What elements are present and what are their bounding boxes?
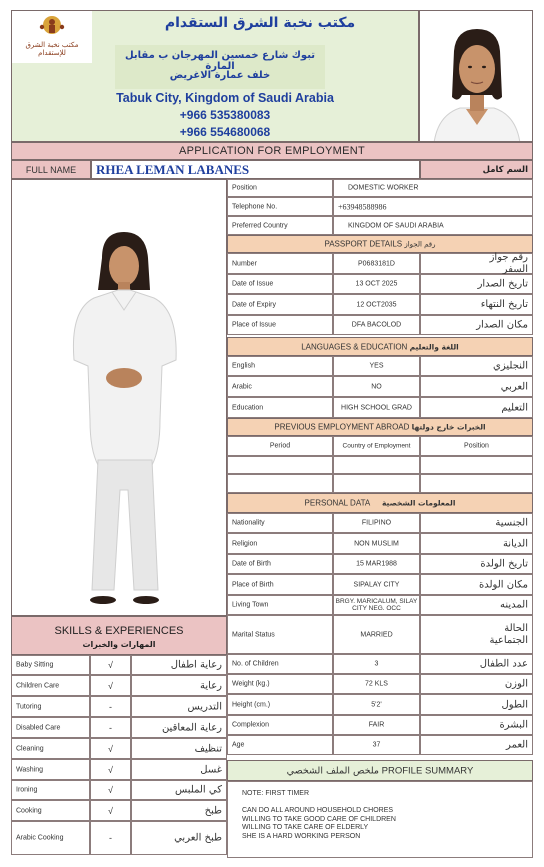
personal-row-label-text: Marital Status <box>232 631 275 638</box>
top-info-value-text: DOMESTIC WORKER <box>348 184 419 192</box>
personal-row-value <box>333 715 420 735</box>
personal-row-value <box>333 694 420 715</box>
skill-label <box>11 821 90 855</box>
personal-row-value-text: 37 <box>372 741 381 749</box>
address-ar-2: خلف عمارة الاغريض <box>169 70 271 81</box>
personal-row-arabic-text: تاريخ الولدة <box>480 558 528 570</box>
personal-row-value <box>333 574 420 595</box>
personal-row-value <box>333 674 420 694</box>
skill-mark <box>90 800 131 821</box>
profile-line: SHE IS A HARD WORKING PERSON <box>242 832 361 840</box>
prev-col-position-label: Position <box>464 442 489 450</box>
personal-row-value <box>333 654 420 674</box>
personal-row-value <box>333 554 420 574</box>
skill-label-text: Washing <box>16 766 43 773</box>
personal-row-arabic-text: العمر <box>506 739 528 751</box>
languages-row-arabic-text: العربي <box>500 381 528 392</box>
skill-arabic <box>131 675 227 696</box>
personal-row-label <box>227 554 333 574</box>
skill-label-text: Cooking <box>16 807 42 814</box>
passport-row-value-text: 12 OCT2035 <box>356 301 397 308</box>
personal-row-label-text: Age <box>232 741 245 749</box>
skill-label <box>11 738 90 759</box>
personal-row-value-text: 5'2' <box>371 701 382 708</box>
personal-row-label <box>227 715 333 735</box>
skill-label-text: Children Care <box>16 682 60 689</box>
prev-employment-header-label-ar: الخبرات خارج دولتها <box>411 422 486 432</box>
personal-row-value-text: SIPALAY CITY <box>353 581 400 588</box>
skill-label-text: Arabic Cooking <box>16 834 64 842</box>
personal-row-value-text: 3 <box>374 660 379 668</box>
personal-row-label <box>227 533 333 554</box>
profile-line: WILLING TO TAKE CARE OF ELDERLY <box>242 824 369 831</box>
personal-row-value-text: 72 KLS <box>365 680 388 688</box>
prev-row-2-position <box>420 474 533 493</box>
personal-header-text <box>228 499 532 508</box>
phone-1: +966 535380083 <box>179 108 271 122</box>
personal-row-arabic <box>420 513 533 533</box>
skill-label <box>11 696 90 717</box>
languages-row-value-text: YES <box>369 362 384 370</box>
form-title-bar <box>11 142 533 160</box>
personal-row-arabic <box>420 674 533 694</box>
passport-header-text <box>228 240 532 249</box>
full-body-photo <box>11 179 227 616</box>
skill-mark <box>90 780 131 800</box>
profile-lines <box>242 807 396 841</box>
portrait-photo <box>419 10 533 142</box>
passport-row-label-text: Number <box>232 260 257 267</box>
personal-row-label <box>227 694 333 715</box>
skill-mark-text: - <box>109 722 112 733</box>
passport-row-arabic-text: مكان الصدار <box>476 319 528 331</box>
prev-employment-header <box>227 418 533 436</box>
profile-summary-header-label-ar: ملخص الملف الشخصي <box>286 765 380 776</box>
languages-row-label <box>227 397 333 418</box>
profile-summary-body <box>227 781 533 858</box>
form-title: APPLICATION FOR EMPLOYMENT <box>178 145 366 157</box>
skill-arabic <box>131 821 227 855</box>
full-name-ar-cell <box>420 160 533 179</box>
personal-row-value-text: NON MUSLIM <box>354 540 399 547</box>
personal-row-value <box>333 533 420 554</box>
skill-mark <box>90 821 131 855</box>
passport-row-value-text: 13 OCT 2025 <box>355 280 398 288</box>
languages-header-label: LANGUAGES & EDUCATION <box>301 342 408 351</box>
skill-mark-text: √ <box>108 743 113 754</box>
prev-col-period-label: Period <box>269 442 291 450</box>
personal-row-label <box>227 615 333 654</box>
skill-label-text: Cleaning <box>16 745 44 752</box>
top-info-label <box>227 197 333 216</box>
passport-row-label <box>227 253 333 274</box>
passport-row-arabic <box>420 274 533 294</box>
personal-row-arabic <box>420 715 533 735</box>
profile-line: WILLING TO TAKE GOOD CARE OF CHILDREN <box>242 815 396 823</box>
personal-row-arabic <box>420 533 533 554</box>
skill-label <box>11 675 90 696</box>
skill-arabic-text: طبخ العربي <box>174 832 222 844</box>
skill-arabic <box>131 738 227 759</box>
skills-header-label-ar: المهارات والخبرات <box>82 640 156 649</box>
prev-employment-header-text <box>228 423 532 432</box>
languages-header-label-ar: اللغة والتعليم <box>409 342 459 351</box>
passport-row-arabic-text: تاريخ الصدار <box>477 278 528 290</box>
personal-row-value-text: FILIPINO <box>361 519 392 527</box>
skill-label-text: Baby Sitting <box>16 661 54 669</box>
skill-label <box>11 800 90 821</box>
personal-row-value-text: FAIR <box>368 721 385 729</box>
skill-label-text: Ironing <box>16 786 38 794</box>
personal-row-label-text: Complexion <box>232 721 269 729</box>
personal-row-value-text: MARRIED <box>360 631 393 638</box>
skill-label <box>11 759 90 780</box>
full-name-value: RHEA LEMAN LABANES <box>96 161 250 177</box>
skill-arabic-text: غسل <box>200 764 222 775</box>
personal-header-label: PERSONAL DATA <box>304 498 370 508</box>
passport-row-label <box>227 315 333 335</box>
personal-row-arabic-text: المدينه <box>499 599 528 611</box>
prev-row-2-country <box>333 474 420 493</box>
skill-label <box>11 717 90 738</box>
personal-row-label-text: Place of Birth <box>232 581 274 588</box>
personal-row-label <box>227 574 333 595</box>
personal-row-arabic <box>420 554 533 574</box>
languages-header <box>227 337 533 356</box>
personal-row-value <box>333 513 420 533</box>
agency-logo <box>12 11 92 63</box>
skill-mark <box>90 759 131 780</box>
top-info-label <box>227 179 333 197</box>
skill-arabic-text: رعاية <box>200 680 222 691</box>
languages-row-value <box>333 376 420 397</box>
passport-row-label-text: Date of Expiry <box>232 301 276 308</box>
skill-arabic-text: التدريس <box>187 701 222 712</box>
personal-row-label-text: Weight (kg.) <box>232 680 270 688</box>
languages-row-value <box>333 356 420 376</box>
languages-row-label-text: Arabic <box>232 383 252 390</box>
skill-arabic <box>131 800 227 821</box>
personal-row-arabic-text: الجنسية <box>495 517 528 529</box>
personal-row-arabic <box>420 694 533 715</box>
personal-row-label-text: Date of Birth <box>232 560 271 568</box>
languages-row-label <box>227 356 333 376</box>
skill-mark-text: √ <box>108 805 113 816</box>
skill-arabic-text: كي الملبس <box>175 784 222 796</box>
skill-mark <box>90 655 131 675</box>
address-ar-1: تبوك شارع خمسين المهرجان ب مقابل المارة <box>124 50 316 72</box>
personal-row-arabic-text: الطول <box>501 699 528 710</box>
personal-row-arabic <box>420 735 533 755</box>
skill-mark-text: √ <box>108 660 113 670</box>
top-info-value <box>333 197 533 216</box>
personal-row-arabic <box>420 574 533 595</box>
top-info-label <box>227 216 333 235</box>
languages-row-value-text: HIGH SCHOOL GRAD <box>341 404 412 411</box>
full-name-value-cell <box>91 160 420 179</box>
prev-col-position <box>420 436 533 456</box>
full-name-label-cell <box>11 160 91 179</box>
skill-arabic-text: طبخ <box>204 805 222 816</box>
personal-row-label <box>227 674 333 694</box>
passport-row-value-text: P0683181D <box>358 260 395 267</box>
personal-header-label-ar: المعلومات الشخصية <box>381 498 456 508</box>
personal-row-value-text: BRGY. MARICALUM, SILAY CITY NEG. OCC <box>335 598 418 612</box>
top-info-value-text: +63948588986 <box>338 202 387 211</box>
languages-row-value-text: NO <box>371 383 382 390</box>
passport-row-label-text: Place of Issue <box>232 321 276 329</box>
personal-row-label-text: Religion <box>232 540 258 547</box>
skill-label-text: Tutoring <box>16 703 42 710</box>
passport-row-value <box>333 294 420 315</box>
profile-summary-header-text <box>228 765 532 776</box>
full-name-label-ar: السم كامل <box>482 164 528 175</box>
skill-arabic-text: رعاية اطفال <box>170 659 222 671</box>
passport-header-label: PASSPORT DETAILS <box>324 239 403 249</box>
prev-row-1-position <box>420 456 533 474</box>
personal-row-value <box>333 595 420 615</box>
prev-col-period <box>227 436 333 456</box>
personal-row-value-text: 15 MAR1988 <box>356 560 397 568</box>
prev-row-2-period <box>227 474 333 493</box>
full-name-label: FULL NAME <box>25 164 77 175</box>
languages-row-label-text: English <box>232 362 255 370</box>
skill-mark <box>90 717 131 738</box>
logo-text: مكتب نخبة الشرق للإستقدام <box>25 41 79 57</box>
skill-arabic <box>131 696 227 717</box>
phone-2: +966 554680068 <box>179 125 271 139</box>
skill-mark <box>90 738 131 759</box>
profile-note: NOTE: FIRST TIMER <box>242 790 310 797</box>
passport-header <box>227 235 533 253</box>
languages-row-arabic-text: النجليزي <box>493 360 528 372</box>
prev-employment-header-label: PREVIOUS EMPLOYMENT ABROAD <box>274 422 410 432</box>
languages-row-arabic <box>420 376 533 397</box>
skill-arabic <box>131 717 227 738</box>
languages-row-arabic <box>420 397 533 418</box>
languages-row-arabic-text: التعليم <box>501 402 528 413</box>
personal-row-label-text: Height (cm.) <box>232 701 271 708</box>
passport-row-arabic-text: تاريخ النتهاء <box>480 298 528 310</box>
skill-mark-text: - <box>109 701 112 712</box>
skills-header-label: SKILLS & EXPERIENCES <box>54 625 184 637</box>
skill-arabic-text: تنظيف <box>194 743 222 754</box>
skill-label <box>11 655 90 675</box>
top-info-value <box>333 216 533 235</box>
passport-row-label-text: Date of Issue <box>232 280 274 288</box>
profile-summary-header <box>227 760 533 781</box>
personal-row-value <box>333 615 420 654</box>
top-info-value <box>333 179 533 197</box>
personal-row-arabic-text: مكان الولدة <box>479 579 528 590</box>
personal-row-arabic <box>420 595 533 615</box>
skill-label-text: Disabled Care <box>16 724 61 731</box>
passport-row-value <box>333 253 420 274</box>
languages-row-value <box>333 397 420 418</box>
skill-mark-text: √ <box>108 764 113 775</box>
skill-mark-text: √ <box>108 785 113 795</box>
profile-summary-header-label: PROFILE SUMMARY <box>381 765 474 776</box>
skill-arabic <box>131 655 227 675</box>
personal-header <box>227 493 533 513</box>
prev-row-1-period <box>227 456 333 474</box>
languages-header-text <box>228 342 532 351</box>
languages-row-arabic <box>420 356 533 376</box>
personal-row-arabic-text: الديانة <box>502 538 528 549</box>
passport-row-arabic-text: رقم جواز السفر <box>489 251 528 275</box>
prev-col-country <box>333 436 420 456</box>
personal-row-arabic <box>420 615 533 654</box>
personal-row-label-text: No. of Children <box>232 660 279 668</box>
personal-row-label-text: Nationality <box>232 519 265 527</box>
passport-row-value <box>333 315 420 335</box>
passport-row-value <box>333 274 420 294</box>
skill-label <box>11 780 90 800</box>
languages-row-label-text: Education <box>232 404 264 411</box>
prev-col-country-label: Country of Employment <box>342 442 411 450</box>
prev-row-1-country <box>333 456 420 474</box>
personal-row-arabic-text: البشرة <box>499 719 528 731</box>
personal-row-label-text: Living Town <box>232 601 269 609</box>
personal-row-value <box>333 735 420 755</box>
top-info-value-text: KINGDOM OF SAUDI ARABIA <box>348 222 444 229</box>
skill-arabic <box>131 759 227 780</box>
personal-row-label <box>227 513 333 533</box>
profile-line: CAN DO ALL AROUND HOUSEHOLD CHORES <box>242 807 394 814</box>
personal-row-arabic-text: الوزن <box>504 678 528 690</box>
city-text: Tabuk City, Kingdom of Saudi Arabia <box>116 91 334 105</box>
skills-header <box>11 616 227 655</box>
passport-row-label <box>227 274 333 294</box>
skill-mark-text: - <box>109 833 112 843</box>
skill-arabic-text: رعاية المعاقين <box>161 722 222 733</box>
personal-row-label <box>227 735 333 755</box>
top-info-label-text: Telephone No. <box>232 203 278 210</box>
passport-row-arabic <box>420 253 533 274</box>
passport-row-label <box>227 294 333 315</box>
office-name-ar: مكتب نخبة الشرق الستقدام <box>164 15 356 31</box>
passport-row-arabic <box>420 315 533 335</box>
top-info-label-text: Preferred Country <box>232 222 288 229</box>
passport-row-value-text: DFA BACOLOD <box>351 321 402 329</box>
skill-mark-text: √ <box>108 680 113 691</box>
personal-row-label <box>227 654 333 674</box>
skill-mark <box>90 696 131 717</box>
top-info-label-text: Position <box>232 184 257 192</box>
languages-row-label <box>227 376 333 397</box>
skill-arabic <box>131 780 227 800</box>
passport-row-arabic <box>420 294 533 315</box>
personal-row-arabic-text: عدد الطفال <box>479 658 528 670</box>
passport-header-label-ar: رقم الجواز <box>404 240 436 249</box>
personal-row-arabic-text: الحالة الجتماعية <box>489 622 528 646</box>
personal-row-label <box>227 595 333 615</box>
skill-mark <box>90 675 131 696</box>
personal-row-arabic <box>420 654 533 674</box>
